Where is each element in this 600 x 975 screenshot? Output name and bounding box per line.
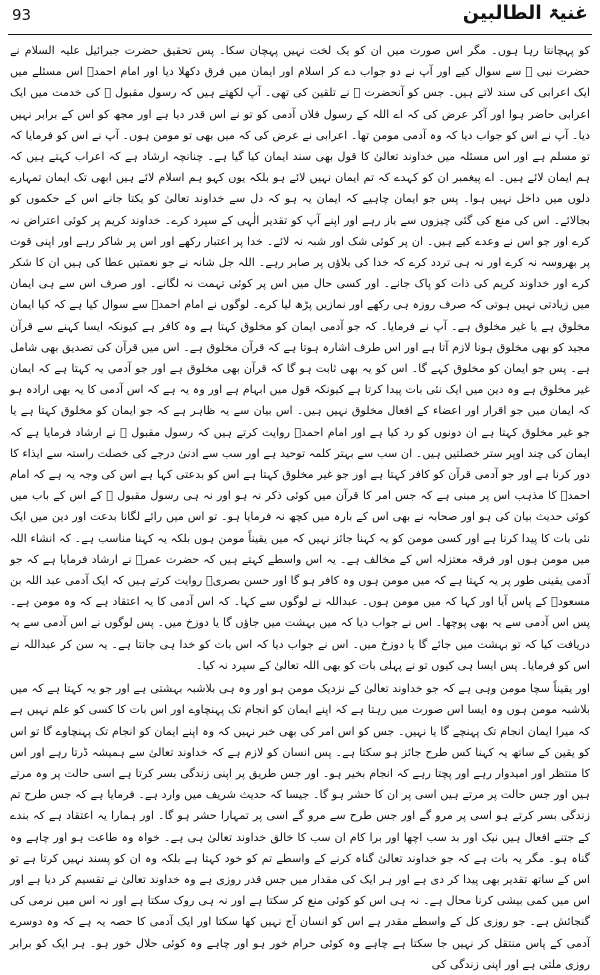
paragraph-2: اور یقیناً سچا مومن وہی ہے کہ جو خداوند تعالیٰ کے نزدیک مومن ہو اور وہ ہی بلاشبہ بہشتی ہے اور جو یہ کہتا ہے کہ میں بلاشبہ مومن ہوں وہ ایسا اس صورت میں رہتا ہے کہ اپنے ایمان کو انجام تک پہنچاوے اور اس بات کا کسی کو علم نہیں ہے کہ میرا ایمان انجام تک پہنچے گا یا نہیں۔ جس کو اس امر کی بھی خبر نہیں کہ وہ اپنے ایمان کو انجام تک پہنچاوے گا تو اس کو یقین کے ساتھ یہ کہنا کس طرح جائز ہو سکتا ہے۔ پس انسان کو لازم ہے کہ خداوند تعالیٰ سے ہمیشہ ڈرتا رہے اور اس کا منتظر اور امیدوار رہے اور پچتا رہے کہ انجام بخیر ہو۔ اور جس طریق پر اپنی زندگی بسر کرتا ہے اسی حالت پر وہ مرتے ہیں اور جس حالت پر مرتے ہیں اسی پر ان کا حشر ہو گا۔ جیسا کہ حدیث شریف میں وارد ہے۔ فرمایا ہے کہ جس طرح تم زندگی بسر کرتے ہو اسی پر مرو گے اور جس طرح سے مرو گے اسی پر تمہارا حشر ہو گا۔ اور ہمارا یہ اعتقاد ہے کہ بندے کے جتنے افعال ہیں نیک اور بد سب اچھا اور برا کام ان سب کا خالق خداوند تعالیٰ ہی ہے۔ خواہ وہ طاعت ہو اور چاہے وہ گناہ ہو۔ مگر یہ بات ہے کہ جو خداوند تعالیٰ گناہ کرنے کے واسطے تم کو خود کہتا ہے بلکہ وہ ان کو پسند نہیں کرتا ہے تو اس کے ساتھ تقدیر بھی پیدا کر دی ہے اور ہر ایک کی مقدار میں جس قدر روزی ہے وہ خداوند تعالیٰ نے تقسیم کر دیا ہے اور اس میں کمی بیشی کرنا محال ہے۔ نہ ہی اس کو کوئی منع کر سکتا ہے اور نہ ہی روک سکتا ہے اور نہ اس میں نرمی کی گنجائش ہے۔ جو روزی کل کے واسطے مقدر ہے اس کو انسان آج نہیں کھا سکتا اور ایک آدمی کا حصہ یہ ہے کہ وہ دوسرے آدمی کے پاس منتقل کر نہیں جا سکتا ہے چاہے وہ کوئی حرام خور ہو اور چاہے وہ کوئی حلال خور ہو۔ ہر ایک کو برابر روزی ملتی ہے اور اپنی زندگی کی [10,682,590,971]
paragraph-1: کو پہچانتا رہا ہوں۔ مگر اس صورت میں ان کو یک لخت نہیں پہچان سکا۔ پس تحقیق حضرت جبرائیل علیہ السلام نے حضرت نبی ﷺ سے سوال کیے اور آپ نے دو جواب دے کر اسلام اور ایمان میں فرق دکھلا دیا اور امام احمدؒ اس مسئلے میں ایک اعرابی کی سند لاتے ہیں۔ جس کو آنحضرت ﷺ نے تلقین کی تھی۔ آپ لکھتے ہیں کہ رسول مقبول ﷺ کی خدمت میں ایک اعرابی حاضر ہوا اور آکر عرض کی کہ اے اللہ کے رسول فلاں آدمی کو تو نے اس قدر دیا ہے اور مجھ کو اس کے برابر نہیں دیا۔ آپ نے اس کو جواب دیا کہ وہ آدمی مومن تھا۔ اعرابی نے عرض کی کہ میں بھی تو مومن ہوں۔ آپ نے اس کو فرمایا کہ تو مسلم ہے اور اس مسئلہ میں خداوند تعالیٰ کا قول بھی سند ایمان کیا گیا ہے۔ چنانچہ ارشاد ہے کہ اعراب کہتے ہیں کہ ہم ایمان لائے ہیں۔ اے پیغمبر ان کو کہدے کہ تم ایمان نہیں لائے ہو بلکہ یوں کہو ہم اسلام لائے ہیں ابھی تک ایمان تمہارے دلوں میں داخل نہیں ہوا۔ پس جو ایمان چاہیے کہ ایمان یہ ہو کہ دل سے خداوند تعالیٰ کو یکتا جانے اس کے حکموں کو بجالائے۔ اس کی منع کی گئی چیزوں سے باز رہے اور اپنے آپ کو تقدیر الٰہی کے سپرد کرے۔ خداوند کریم پر کوئی اعتراض نہ کرے اور جو اس نے وعدے کیے ہیں۔ ان پر کوئی شک اور شبہ نہ لائے۔ خدا پر اعتبار رکھے اور اس پر شاکر رہے اور اپنی قوت پر بھروسہ نہ کرے اور نہ ہی تردد کرے کہ خدا کی بلاؤں پر صابر رہے۔ اللہ جل شانہ نے جو نعمتیں عطا کی ہیں ان کا شکر کرے اور خداوند کریم کی ذات کو پاک جانے۔ اور کسی حال میں اس پر کوئی تہمت نہ لگانے۔ اور صرف اس سے ہی ایمان میں زیادتی نہیں ہوتی کہ صرف روزہ ہی رکھے اور نمازیں پڑھ لیا کرے۔ لوگوں نے امام احمدؒ سے سوال کیا ہے کہ کیا ایمان مخلوق ہے یا غیر مخلوق ہے۔ آپ نے فرمایا۔ کہ جو آدمی ایمان کو مخلوق کہتا ہے وہ کافر ہے کیونکہ ایسا کہنے سے قرآن مجید کو بھی مخلوق ہونا لازم آتا ہے اور اس طرف اشارہ ہوتا ہے کہ قرآن مخلوق ہے۔ اس میں قرآن کی تصدیق بھی شامل ہے۔ پس جو ایمان کو مخلوق کہے گا۔ اس کو یہ بھی ثابت ہو گا کہ قرآن بھی مخلوق ہے اور جو آدمی یہ کہتا ہے کہ ایمان غیر مخلوق ہے وہ دین میں ایک نئی بات پیدا کرتا ہے کیونکہ قول میں ابہام ہے اور وہ یہ ہے کہ اس آدمی کا یہ بھی ارادہ ہو کہ ایمان میں جو اقرار اور اعضاء کے افعال مخلوق نہیں ہیں۔ اس بیان سے یہ ظاہر ہے کہ جو ایمان کو مخلوق کہتا ہے یا جو غیر مخلوق کہتا ہے ان دونوں کو رد کیا ہے اور امام احمدؒ روایت کرتے ہیں کہ رسول مقبول ﷺ نے ارشاد فرمایا ہے کہ ایمان کی چند اوپر ستر خصلتیں ہیں۔ ان سب سے بہتر کلمہ توحید ہے اور سب سے ادنیٰ درجے کی خصلت راستہ سے ایذاء کا دور کرنا ہے اور جو آدمی قرآن کو کافر کہتا ہے اور جو غیر مخلوق کہتا ہے اس کو بدعتی کہا ہے اس کی وجہ یہ ہے کہ امام احمدؒ کا مذہب اس پر مبنی ہے کہ جس امر کا قرآن میں کوئی ذکر نہ ہو اور نہ ہی رسول مقبول ﷺ کے اس کے باب میں کوئی حدیث بیان کی ہو اور صحابہ نے بھی اس کے بارہ میں کچھ نہ فرمایا ہو۔ تو اس میں رائے لگانا بدعت اور دین میں ایک نئی بات کا پیدا کرنا ہے اور کسی مومن کو یہ کہنا جائز نہیں کہ میں یقیناً مومن ہوں بلکہ یہ کہنا مناسب ہے۔ کہ انشاء اللہ میں مومن ہوں اور فرقہ معتزلہ اس کے مخالف ہے۔ یہ اس واسطے کہتے ہیں کہ حضرت عمرؓ نے ارشاد فرمایا ہے کہ جو آدمی یقینی طور پر یہ کہتا ہے کہ میں مومن ہوں وہ کافر ہو گا اور حسن بصریؒ روایت کرتے ہیں کہ ایک آدمی عبد اللہ بن مسعودؓ کے پاس آیا اور کہا کہ میں مومن ہوں۔ عبداللہ نے لوگوں سے کہا۔ کہ اس آدمی کا یہ اعتقاد ہے کہ وہ مومن ہے۔ پس اس آدمی سے یہ بھی پوچھا۔ اس نے جواب دیا کہ میں بہشت میں جاؤں گا یا دوزخ میں۔ پس لوگوں نے اس آدمی سے یہ دریافت کیا کہ تو بہشت میں جائے گا یا دوزخ میں۔ اس نے جواب دیا کہ اس بات کو خدا ہی جانتا ہے۔ یہ سن کر عبداللہ نے اس کو فرمایا۔ پس ایسا ہی کیوں تو نے پہلی بات کو بھی اللہ تعالیٰ کے سپرد نہ کیا۔ [10,44,590,672]
book-title: غنیۃ الطالبین [462,2,588,24]
page-header [8,2,592,36]
page-number: 93 [12,6,32,24]
header-divider [8,34,592,35]
page-body [10,40,590,971]
